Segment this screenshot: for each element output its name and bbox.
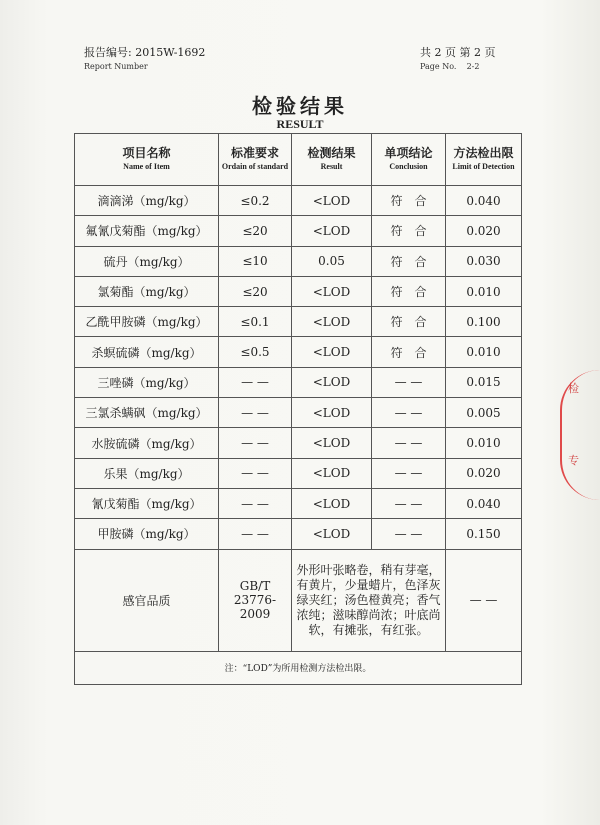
item-name-cell: 水胺硫磷（mg/kg） (75, 428, 219, 458)
conclusion-cell: 符 合 (372, 246, 446, 276)
stamp-char: 检 (568, 382, 579, 395)
conclusion-cell: — — (372, 488, 446, 518)
conclusion-cell: — — (372, 428, 446, 458)
standard-cell: — — (219, 367, 292, 397)
result-cell: <LOD (292, 398, 372, 428)
limit-cell: 0.020 (446, 216, 522, 246)
report-number-block (84, 46, 205, 74)
result-cell: <LOD (292, 307, 372, 337)
table-note: 注：“LOD”为所用检测方法检出限。 (75, 651, 522, 684)
sensory-limit: — — (446, 549, 522, 651)
limit-cell: 0.010 (446, 276, 522, 306)
standard-cell: — — (219, 458, 292, 488)
result-cell: <LOD (292, 186, 372, 216)
standard-cell: — — (219, 398, 292, 428)
page-value: 2-2 (466, 62, 480, 71)
result-cell: <LOD (292, 428, 372, 458)
conclusion-cell: 符 合 (372, 307, 446, 337)
red-seal-stamp (560, 370, 600, 500)
conclusion-cell: — — (372, 398, 446, 428)
page-number-block (420, 46, 495, 74)
result-cell: <LOD (292, 519, 372, 549)
conclusion-cell: — — (372, 519, 446, 549)
item-name-cell: 三氯杀螨砜（mg/kg） (75, 398, 219, 428)
item-name-cell: 甲胺磷（mg/kg） (75, 519, 219, 549)
report-number-label: 报告编号: (84, 46, 132, 59)
standard-cell: ≤20 (219, 216, 292, 246)
conclusion-cell: 符 合 (372, 276, 446, 306)
standard-cell: ≤20 (219, 276, 292, 306)
table-row (75, 246, 522, 276)
conclusion-cell: 符 合 (372, 186, 446, 216)
sensory-quality-row (75, 549, 522, 651)
result-cell: <LOD (292, 458, 372, 488)
table-row (75, 367, 522, 397)
result-cell: <LOD (292, 337, 372, 367)
sensory-result: 外形叶张略卷，稍有芽毫，有黄片，少量蜡片，色泽灰绿夹红；汤色橙黄亮；香气浓纯；滋味醇尚浓；叶底尚软，有摊张，有红张。 (292, 549, 446, 651)
item-name-cell: 氯菊酯（mg/kg） (75, 276, 219, 306)
report-number: 2015W-1692 (135, 46, 206, 59)
item-name-cell: 杀螟硫磷（mg/kg） (75, 337, 219, 367)
page-title: 检验结果 (252, 94, 348, 118)
standard-cell: — — (219, 428, 292, 458)
result-cell: <LOD (292, 488, 372, 518)
sensory-standard: GB/T 23776-2009 (219, 549, 292, 651)
sensory-item: 感官品质 (75, 549, 219, 651)
limit-cell: 0.005 (446, 398, 522, 428)
table-row (75, 216, 522, 246)
column-header: 方法检出限 Limit of Detection (446, 134, 522, 186)
result-cell: <LOD (292, 216, 372, 246)
column-header: 标准要求 Ordain of standard (219, 134, 292, 186)
table-row (75, 337, 522, 367)
table-row (75, 307, 522, 337)
column-header: 单项结论 Conclusion (372, 134, 446, 186)
standard-cell: — — (219, 519, 292, 549)
note-row (75, 651, 522, 684)
column-header: 检测结果 Result (292, 134, 372, 186)
column-header: 项目名称 Name of Item (75, 134, 219, 186)
standard-cell: ≤0.1 (219, 307, 292, 337)
item-name-cell: 乙酰甲胺磷（mg/kg） (75, 307, 219, 337)
item-name-cell: 三唑磷（mg/kg） (75, 367, 219, 397)
limit-cell: 0.040 (446, 488, 522, 518)
conclusion-cell: 符 合 (372, 216, 446, 246)
table-row (75, 428, 522, 458)
limit-cell: 0.040 (446, 186, 522, 216)
page-label: 共 2 页 第 2 页 (420, 46, 496, 59)
item-name-cell: 滴滴涕（mg/kg） (75, 186, 219, 216)
page-label-en: Page No. (420, 62, 457, 71)
conclusion-cell: — — (372, 367, 446, 397)
limit-cell: 0.150 (446, 519, 522, 549)
table-header-row (75, 134, 522, 186)
report-number-label-en: Report Number (84, 62, 148, 71)
result-cell: 0.05 (292, 246, 372, 276)
limit-cell: 0.010 (446, 337, 522, 367)
stamp-char: 专 (568, 454, 579, 467)
result-table (74, 133, 522, 685)
item-name-cell: 氰戊菊酯（mg/kg） (75, 488, 219, 518)
limit-cell: 0.020 (446, 458, 522, 488)
conclusion-cell: 符 合 (372, 337, 446, 367)
result-cell: <LOD (292, 367, 372, 397)
result-cell: <LOD (292, 276, 372, 306)
table-row (75, 186, 522, 216)
limit-cell: 0.100 (446, 307, 522, 337)
limit-cell: 0.010 (446, 428, 522, 458)
standard-cell: — — (219, 488, 292, 518)
table-row (75, 519, 522, 549)
standard-cell: ≤0.2 (219, 186, 292, 216)
table-row (75, 276, 522, 306)
page-title-en: RESULT (276, 117, 324, 131)
table-row (75, 458, 522, 488)
table-row (75, 398, 522, 428)
limit-cell: 0.030 (446, 246, 522, 276)
item-name-cell: 硫丹（mg/kg） (75, 246, 219, 276)
conclusion-cell: — — (372, 458, 446, 488)
table-row (75, 488, 522, 518)
standard-cell: ≤10 (219, 246, 292, 276)
item-name-cell: 乐果（mg/kg） (75, 458, 219, 488)
limit-cell: 0.015 (446, 367, 522, 397)
standard-cell: ≤0.5 (219, 337, 292, 367)
item-name-cell: 氟氰戊菊酯（mg/kg） (75, 216, 219, 246)
